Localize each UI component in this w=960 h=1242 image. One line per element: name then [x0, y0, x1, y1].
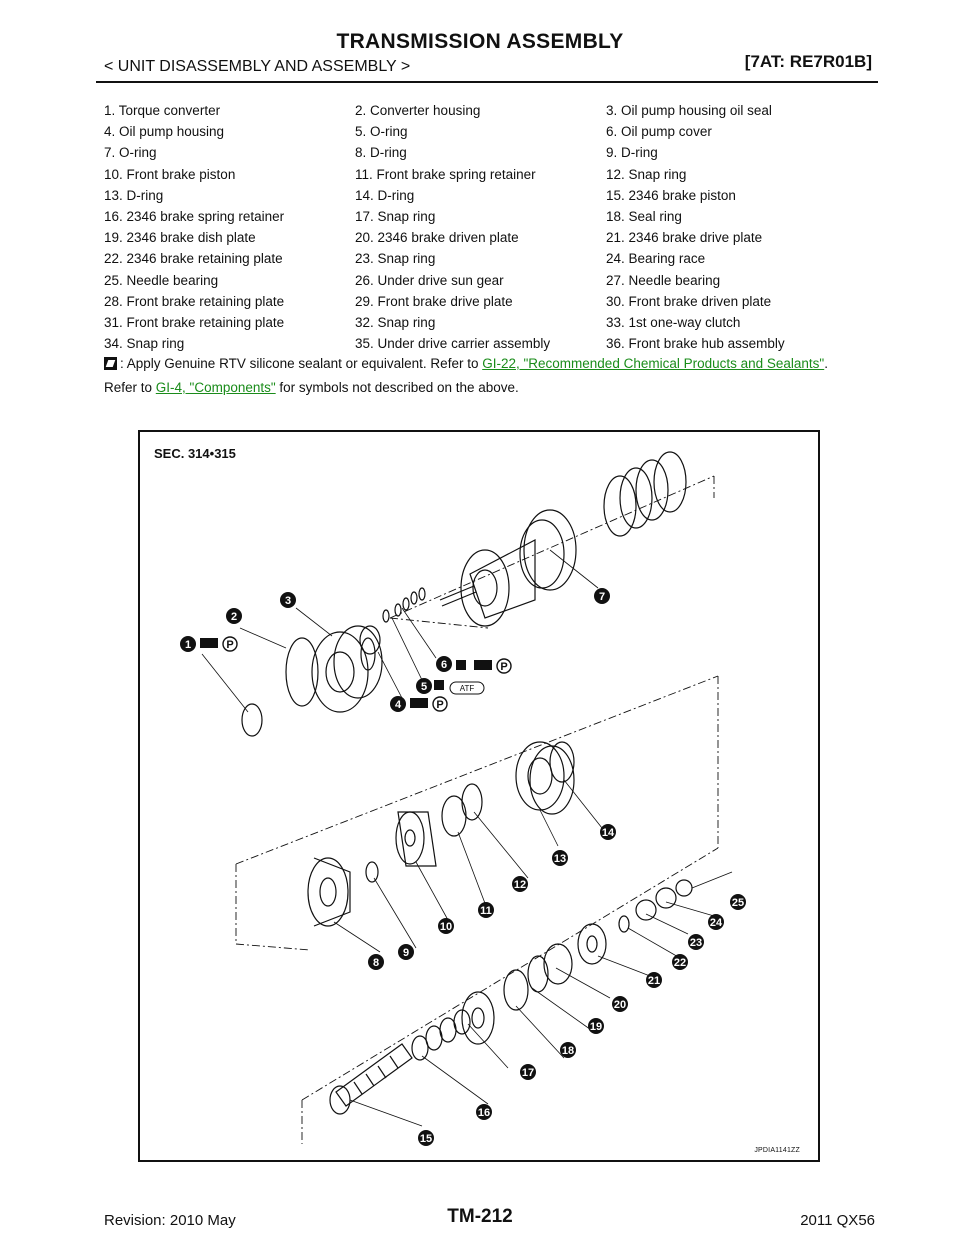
part-item: 26. Under drive sun gear	[355, 272, 504, 288]
callout-3	[280, 592, 296, 608]
parts-row	[104, 248, 864, 269]
parts-row	[104, 206, 864, 227]
lower-parts	[462, 880, 692, 1044]
part-item: 15. 2346 brake piston	[606, 187, 736, 203]
part-item: 18. Seal ring	[606, 208, 682, 224]
svg-text:3: 3	[284, 595, 292, 607]
parts-row	[104, 185, 864, 206]
model-code: [7AT: RE7R01B]	[744, 52, 872, 71]
part-item: 35. Under drive carrier assembly	[355, 336, 551, 352]
part-item: 22. 2346 brake retaining plate	[104, 251, 283, 267]
callout-11	[478, 902, 494, 918]
callout-17	[520, 1064, 536, 1080]
parts-row	[104, 227, 864, 248]
part-item: 12. Snap ring	[606, 166, 687, 182]
part-item: 30. Front brake driven plate	[606, 293, 772, 309]
part-item: 17. Snap ring	[355, 208, 436, 224]
parts-row	[104, 312, 864, 333]
svg-text:P: P	[226, 639, 234, 651]
svg-text:7: 7	[598, 591, 606, 603]
drum-assembly	[440, 452, 686, 626]
parts-row	[104, 333, 864, 354]
parts-row	[104, 291, 864, 312]
callouts	[180, 588, 746, 1146]
section-label: SEC. 314•315	[154, 446, 236, 461]
part-item: 21. 2346 brake drive plate	[606, 230, 763, 246]
model-year: 2011 QX56	[800, 1212, 875, 1229]
part-item: 29. Front brake drive plate	[355, 293, 513, 309]
svg-text:11: 11	[480, 905, 492, 917]
svg-text:2: 2	[230, 611, 238, 623]
callout-1	[180, 636, 196, 652]
callout-25	[730, 894, 746, 910]
callout-12	[512, 876, 528, 892]
components-link[interactable]: GI-4, "Components"	[155, 380, 276, 395]
part-item: 1. Torque converter	[104, 103, 221, 118]
svg-text:8: 8	[372, 957, 380, 969]
part-item: 8. D-ring	[355, 145, 407, 161]
svg-text:16: 16	[477, 1107, 491, 1119]
svg-text:4: 4	[394, 699, 402, 711]
sealant-note-text: : Apply Genuine RTV silicone sealant or equivalent. Refer to	[120, 356, 483, 371]
page-number: TM-212	[447, 1206, 513, 1227]
part-item: 36. Front brake hub assembly	[606, 336, 785, 352]
header-rule	[96, 81, 878, 83]
svg-text:23: 23	[689, 937, 703, 949]
part-item: 13. D-ring	[104, 187, 164, 203]
part-item: 28. Front brake retaining plate	[104, 293, 285, 309]
part-item: 32. Snap ring	[355, 314, 436, 330]
exploded-view-drawing	[140, 432, 818, 1160]
callout-13	[552, 850, 568, 866]
part-item: 11. Front brake spring retainer	[355, 166, 536, 182]
callout-14	[600, 824, 616, 840]
part-item: 20. 2346 brake driven plate	[355, 230, 519, 246]
sealants-link[interactable]: GI-22, "Recommended Chemical Products and Sealants"	[482, 356, 825, 371]
callout-19	[588, 1018, 604, 1034]
part-item: 33. 1st one-way clutch	[606, 314, 741, 330]
callout-9	[398, 944, 414, 960]
exploded-view-figure	[138, 430, 820, 1162]
svg-text:9: 9	[402, 947, 410, 959]
svg-text:20: 20	[613, 999, 627, 1011]
svg-text:12: 12	[513, 879, 527, 891]
part-item: 6. Oil pump cover	[606, 124, 712, 140]
svg-text:21: 21	[647, 975, 661, 987]
page-title: TRANSMISSION ASSEMBLY	[336, 30, 624, 53]
callout-22	[672, 954, 688, 970]
callout-6	[436, 656, 452, 672]
svg-text:14: 14	[601, 827, 615, 839]
leader-lines	[202, 550, 732, 1126]
part-item: 14. D-ring	[355, 187, 415, 203]
snap-rings-lower	[412, 1010, 470, 1060]
part-item: 34. Snap ring	[104, 336, 185, 352]
callout-4	[390, 696, 406, 712]
callout-18	[560, 1042, 576, 1058]
svg-text:25: 25	[731, 897, 745, 909]
svg-text:5: 5	[420, 681, 428, 693]
parts-row	[104, 142, 864, 163]
refer-note	[104, 380, 519, 395]
callout-8	[368, 954, 384, 970]
brake-parts	[308, 742, 574, 926]
part-item: 16. 2346 brake spring retainer	[104, 208, 285, 224]
svg-text:13: 13	[553, 853, 567, 865]
callout-20	[612, 996, 628, 1012]
oil-pump-parts	[242, 588, 428, 736]
part-item: 7. O-ring	[104, 145, 157, 161]
svg-text:6: 6	[440, 659, 448, 671]
callout-10	[438, 918, 454, 934]
part-item: 24. Bearing race	[606, 251, 706, 267]
parts-row	[104, 121, 864, 142]
part-item: 10. Front brake piston	[104, 166, 236, 182]
sealant-note	[104, 356, 828, 371]
svg-text:24: 24	[709, 917, 723, 929]
parts-row	[104, 270, 864, 291]
callout-16	[476, 1104, 492, 1120]
part-item: 23. Snap ring	[355, 251, 436, 267]
svg-text:P: P	[500, 661, 508, 673]
refer-note-text: Refer to	[104, 380, 156, 395]
callout-23	[688, 934, 704, 950]
revision-label: Revision: 2010 May	[104, 1212, 236, 1229]
parts-row	[104, 164, 864, 185]
part-item: 9. D-ring	[606, 145, 658, 161]
symbol-marks	[200, 637, 511, 711]
part-item: 2. Converter housing	[355, 103, 481, 118]
part-item: 19. 2346 brake dish plate	[104, 230, 256, 246]
sealant-icon	[104, 357, 117, 370]
sealant-note-end: .	[824, 356, 828, 371]
figure-code: JPDIA1141ZZ	[754, 1147, 800, 1154]
callout-5	[416, 678, 432, 694]
breadcrumb: < UNIT DISASSEMBLY AND ASSEMBLY >	[104, 58, 411, 75]
part-item: 27. Needle bearing	[606, 272, 721, 288]
callout-2	[226, 608, 242, 624]
callout-21	[646, 972, 662, 988]
svg-text:ATF: ATF	[459, 684, 475, 693]
svg-text:1: 1	[184, 639, 192, 651]
svg-text:22: 22	[673, 957, 687, 969]
callout-7	[594, 588, 610, 604]
parts-list	[104, 100, 864, 354]
svg-text:19: 19	[589, 1021, 603, 1033]
svg-text:10: 10	[439, 921, 453, 933]
part-item: 31. Front brake retaining plate	[104, 314, 285, 330]
parts-row	[104, 100, 864, 121]
svg-text:P: P	[436, 699, 444, 711]
svg-text:15: 15	[419, 1133, 433, 1145]
part-item: 3. Oil pump housing oil seal	[606, 103, 772, 118]
part-item: 4. Oil pump housing	[104, 124, 225, 140]
svg-text:18: 18	[561, 1045, 575, 1057]
part-item: 25. Needle bearing	[104, 272, 219, 288]
refer-note-end: for symbols not described on the above.	[275, 380, 519, 395]
svg-text:17: 17	[521, 1067, 535, 1079]
callout-15	[418, 1130, 434, 1146]
input-shaft	[330, 1044, 412, 1114]
callout-24	[708, 914, 724, 930]
part-item: 5. O-ring	[355, 124, 408, 140]
